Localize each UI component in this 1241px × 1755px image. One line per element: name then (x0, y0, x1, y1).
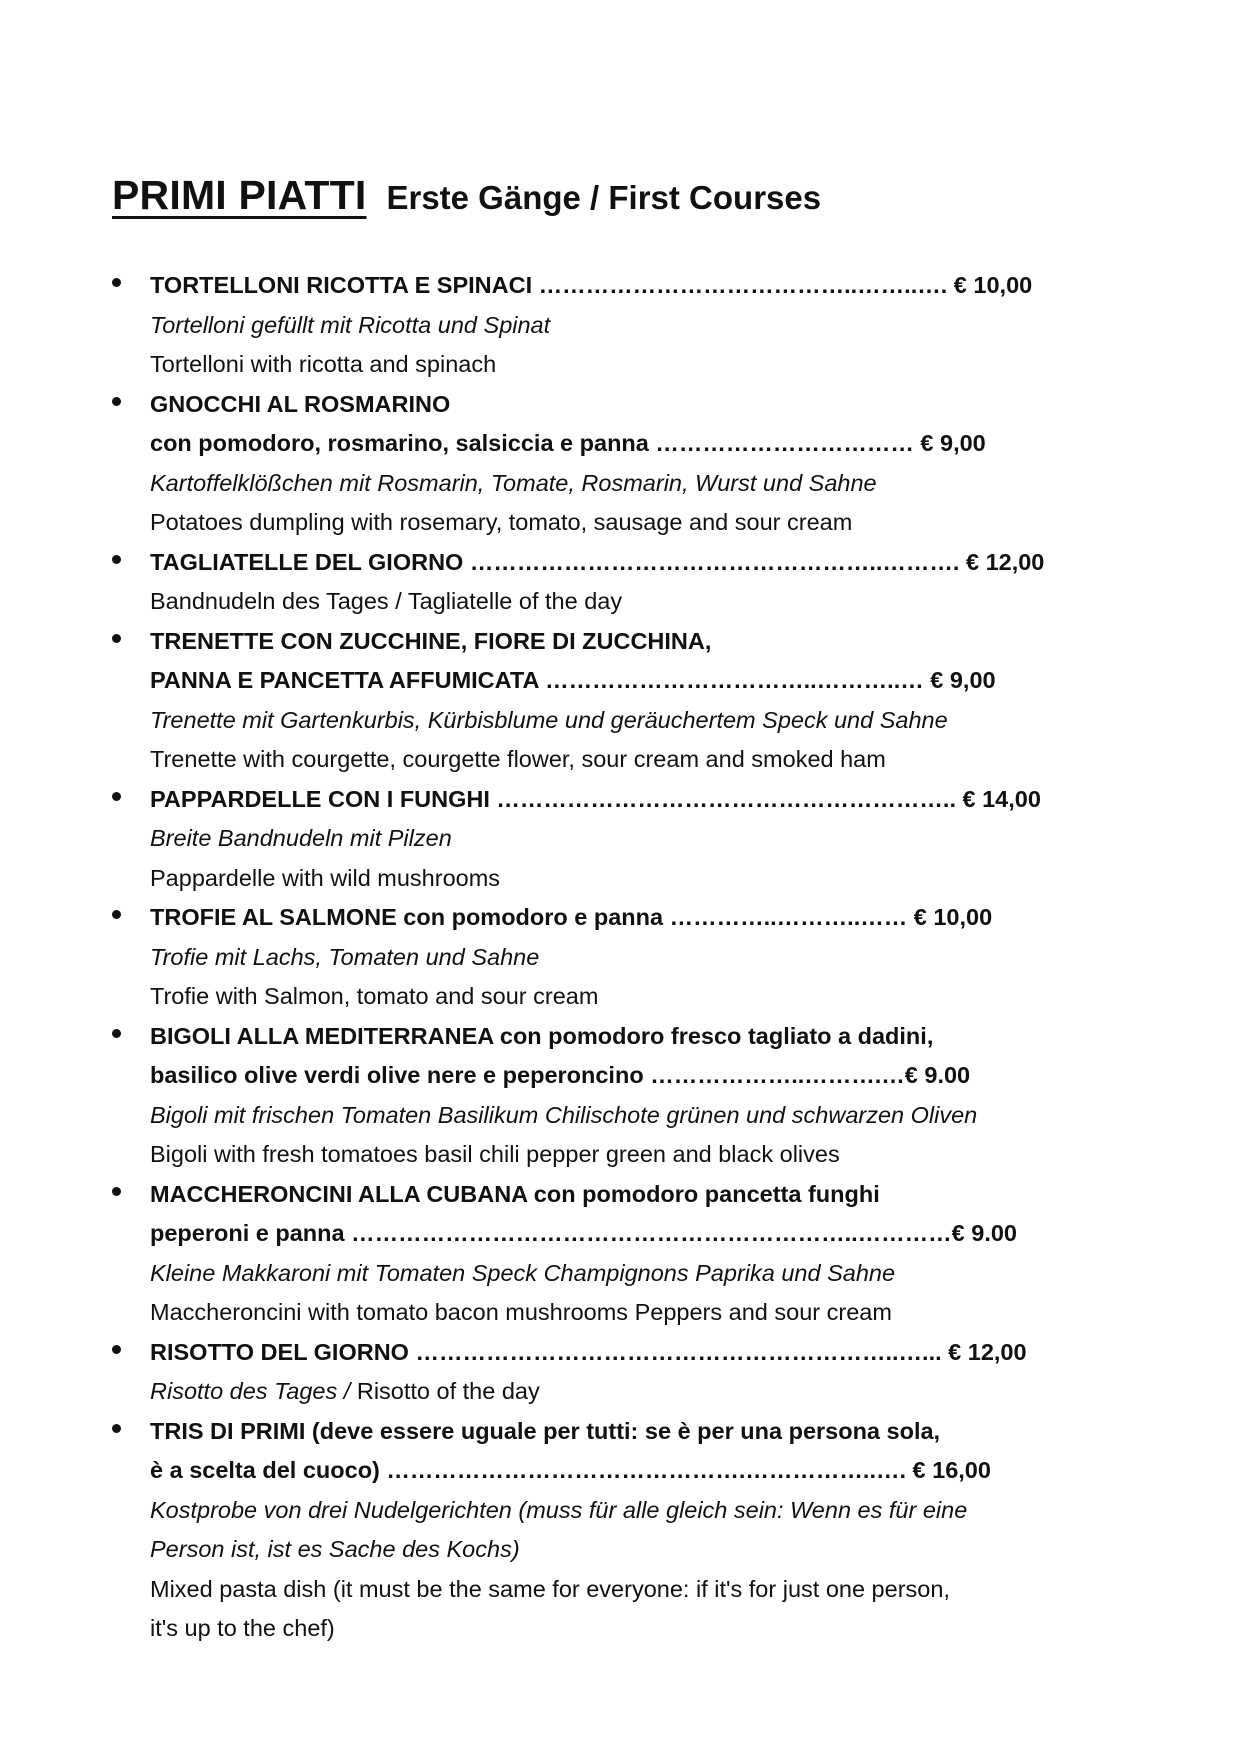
dish-description-en: Bandnudeln des Tages / Tagliatelle of the day (150, 588, 623, 614)
dish-description-en: Tortelloni with ricotta and spinach (150, 351, 497, 377)
dish-title-line: TORTELLONI RICOTTA E SPINACI …………………………………..……..…. € 10,00 (150, 272, 1033, 298)
dish-description-mixed (150, 1372, 1112, 1412)
menu-item (112, 1333, 1112, 1412)
dish-title-line: TAGLIATELLE DEL GIORNO ……………………………………………..………. € 12,00 (150, 548, 1045, 575)
dish-title-line: è a scelta del cuoco) ……………………………………….……………..…. € 16,00 (150, 1457, 991, 1483)
dish-description-de: Bigoli mit frischen Tomaten Basilikum Chilischote grünen und schwarzen Oliven (150, 1101, 978, 1128)
dish-description-en: Mixed pasta dish (it must be the same for everyone: if it's for just one person, (150, 1575, 950, 1602)
menu-item (112, 543, 1112, 622)
bullet-icon (112, 555, 121, 564)
dish-title-line: PANNA E PANCETTA AFFUMICATA ……………………………..………..… € 9,00 (150, 667, 996, 693)
bullet-icon (112, 792, 121, 801)
menu-item (112, 385, 1112, 543)
dish-description-en: Trofie with Salmon, tomato and sour cream (150, 983, 599, 1009)
bullet-icon (112, 1029, 121, 1038)
dish-description-de: Kostprobe von drei Nudelgerichten (muss für alle gleich sein: Wenn es für eine (150, 1496, 968, 1523)
dish-description-en: it's up to the chef) (150, 1615, 335, 1641)
dish-title-line: BIGOLI ALLA MEDITERRANEA con pomodoro fresco tagliato a dadini, (150, 1022, 934, 1049)
menu-item (112, 1412, 1112, 1649)
dish-description-de: Risotto des Tages / (150, 1378, 357, 1404)
dish-description-en: Potatoes dumpling with rosemary, tomato, sausage and sour cream (150, 509, 853, 535)
menu-item (112, 780, 1112, 899)
bullet-icon (112, 910, 121, 919)
bullet-icon (112, 278, 121, 287)
page-heading (112, 172, 821, 219)
menu-item (112, 1017, 1112, 1175)
dish-title-line: RISOTTO DEL GIORNO ……………………………………………………..…... € 12,00 (150, 1338, 1027, 1365)
bullet-icon (112, 1424, 121, 1433)
dish-description-de: Trenette mit Gartenkurbis, Kürbisblume und geräuchertem Speck und Sahne (150, 706, 948, 733)
dish-title-line: peperoni e panna ………………………………………………………..…………€ 9.00 (150, 1220, 1017, 1246)
dish-description-de: Breite Bandnudeln mit Pilzen (150, 825, 452, 851)
menu-item (112, 1175, 1112, 1333)
dish-title-line: PAPPARDELLE CON I FUNGHI ………………………………………………….. € 14,00 (150, 785, 1041, 812)
dish-title-line: MACCHERONCINI ALLA CUBANA con pomodoro pancetta funghi (150, 1180, 880, 1207)
dish-description-de: Person ist, ist es Sache des Kochs) (150, 1536, 520, 1562)
dish-description-de: Trofie mit Lachs, Tomaten und Sahne (150, 943, 540, 970)
section-title: PRIMI PIATTI (112, 172, 367, 218)
dish-title-line: basilico olive verdi olive nere e peperoncino ………………..……….…€ 9.00 (150, 1062, 971, 1088)
dish-description-de: Kartoffelklößchen mit Rosmarin, Tomate, Rosmarin, Wurst und Sahne (150, 469, 877, 496)
menu-list (112, 266, 1112, 1649)
bullet-icon (112, 397, 121, 406)
bullet-icon (112, 634, 121, 643)
dish-description-en: Maccheroncini with tomato bacon mushrooms Peppers and sour cream (150, 1299, 892, 1325)
bullet-icon (112, 1345, 121, 1354)
dish-title-line: TRIS DI PRIMI (deve essere uguale per tutti: se è per una persona sola, (150, 1417, 941, 1444)
menu-item (112, 266, 1112, 385)
dish-description-de: Kleine Makkaroni mit Tomaten Speck Champignons Paprika und Sahne (150, 1259, 896, 1286)
dish-description-en: Trenette with courgette, courgette flower, sour cream and smoked ham (150, 746, 886, 772)
dish-title-line: TROFIE AL SALMONE con pomodoro e panna …………..………..…… € 10,00 (150, 904, 993, 930)
bullet-icon (112, 1187, 121, 1196)
dish-description-en: Risotto of the day (356, 1378, 540, 1404)
section-subtitle: Erste Gänge / First Courses (386, 179, 822, 216)
dish-title-line: con pomodoro, rosmarino, salsiccia e panna …………………………… € 9,00 (150, 430, 986, 456)
dish-title-line: GNOCCHI AL ROSMARINO (150, 390, 451, 417)
dish-description-en: Pappardelle with wild mushrooms (150, 864, 501, 891)
menu-item (112, 898, 1112, 1017)
dish-title-line: TRENETTE CON ZUCCHINE, FIORE DI ZUCCHINA, (150, 627, 712, 654)
menu-item (112, 622, 1112, 780)
dish-description-de: Tortelloni gefüllt mit Ricotta und Spinat (150, 311, 551, 338)
dish-description-en: Bigoli with fresh tomatoes basil chili pepper green and black olives (150, 1141, 840, 1167)
